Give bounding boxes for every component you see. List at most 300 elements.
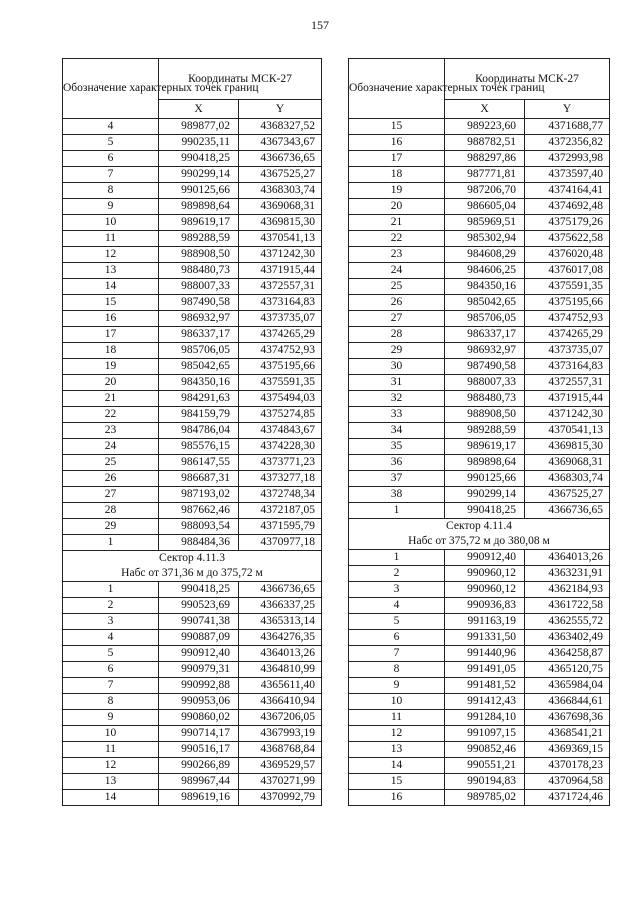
point-number: 21	[63, 391, 159, 407]
point-number: 24	[349, 263, 445, 279]
coord-x: 989619,17	[445, 439, 525, 455]
table-body	[63, 119, 322, 806]
coord-y: 4366844,61	[525, 694, 610, 710]
table-row	[349, 295, 610, 311]
coord-y: 4365120,75	[525, 662, 610, 678]
point-number: 7	[63, 678, 159, 694]
table-row	[349, 391, 610, 407]
coord-y: 4367525,27	[239, 167, 322, 183]
table-row	[349, 279, 610, 295]
header-coordinates: Координаты МСК-27	[159, 59, 322, 100]
point-number: 3	[349, 582, 445, 598]
table-row	[63, 758, 322, 774]
point-number: 1	[349, 550, 445, 566]
table-row	[349, 423, 610, 439]
coord-x: 985969,51	[445, 215, 525, 231]
coord-y: 4370178,23	[525, 758, 610, 774]
point-number: 15	[63, 295, 159, 311]
point-number: 2	[349, 566, 445, 582]
point-number: 28	[349, 327, 445, 343]
sector-header-row	[349, 519, 610, 550]
table-row	[349, 231, 610, 247]
table-row	[63, 678, 322, 694]
coord-y: 4375622,58	[525, 231, 610, 247]
table-row	[349, 630, 610, 646]
coord-x: 990992,88	[159, 678, 239, 694]
point-number: 32	[349, 391, 445, 407]
coord-y: 4373597,40	[525, 167, 610, 183]
point-number: 12	[63, 758, 159, 774]
point-number: 5	[63, 646, 159, 662]
table-row	[349, 119, 610, 135]
point-number: 34	[349, 423, 445, 439]
point-number: 8	[63, 183, 159, 199]
point-number: 13	[63, 263, 159, 279]
coord-x: 991097,15	[445, 726, 525, 742]
point-number: 29	[349, 343, 445, 359]
sector-title: Сектор 4.11.3	[159, 552, 225, 564]
point-number: 25	[349, 279, 445, 295]
table-row	[63, 183, 322, 199]
coord-y: 4368303,74	[525, 471, 610, 487]
point-number: 26	[63, 471, 159, 487]
point-number: 16	[349, 790, 445, 806]
table-row	[349, 455, 610, 471]
coord-y: 4375195,66	[525, 295, 610, 311]
coord-y: 4374843,67	[239, 423, 322, 439]
coord-y: 4364013,26	[525, 550, 610, 566]
coord-x: 988782,51	[445, 135, 525, 151]
table-row	[349, 247, 610, 263]
coord-x: 988007,33	[445, 375, 525, 391]
coord-y: 4371242,30	[525, 407, 610, 423]
table-row	[349, 710, 610, 726]
table-row	[63, 423, 322, 439]
point-number: 9	[349, 678, 445, 694]
sector-subtitle: Набс от 371,36 м до 375,72 м	[121, 567, 263, 579]
header-y: Y	[525, 100, 610, 119]
coord-y: 4371724,46	[525, 790, 610, 806]
point-number: 1	[63, 582, 159, 598]
point-number: 13	[349, 742, 445, 758]
table-row	[63, 119, 322, 135]
sector-header-row	[63, 551, 322, 582]
coord-x: 989898,64	[445, 455, 525, 471]
coord-y: 4369815,30	[239, 215, 322, 231]
table-row	[63, 231, 322, 247]
coord-y: 4366410,94	[239, 694, 322, 710]
coord-y: 4369529,57	[239, 758, 322, 774]
point-number: 1	[349, 503, 445, 519]
coord-y: 4375591,35	[239, 375, 322, 391]
table-row	[63, 726, 322, 742]
coord-x: 986687,31	[159, 471, 239, 487]
coord-x: 988093,54	[159, 519, 239, 535]
table-row	[63, 742, 322, 758]
coord-y: 4372993,98	[525, 151, 610, 167]
point-number: 18	[63, 343, 159, 359]
point-number: 5	[63, 135, 159, 151]
point-number: 10	[63, 726, 159, 742]
coord-y: 4372557,31	[239, 279, 322, 295]
coord-x: 990418,25	[159, 582, 239, 598]
coord-y: 4366337,25	[239, 598, 322, 614]
coord-y: 4371242,30	[239, 247, 322, 263]
table-row	[349, 199, 610, 215]
point-number: 14	[349, 758, 445, 774]
coord-x: 991440,96	[445, 646, 525, 662]
table-row	[63, 327, 322, 343]
coord-y: 4366736,65	[239, 582, 322, 598]
coord-y: 4368327,52	[239, 119, 322, 135]
point-number: 26	[349, 295, 445, 311]
table-row	[63, 151, 322, 167]
table-row	[63, 391, 322, 407]
coord-y: 4367343,67	[239, 135, 322, 151]
point-number: 16	[349, 135, 445, 151]
coord-y: 4366736,65	[525, 503, 610, 519]
coord-x: 989785,02	[445, 790, 525, 806]
coord-y: 4369369,15	[525, 742, 610, 758]
header-designation: Обозначение характерных точек границ	[63, 59, 159, 119]
coord-x: 989967,44	[159, 774, 239, 790]
point-number: 6	[63, 662, 159, 678]
coord-y: 4373277,18	[239, 471, 322, 487]
coord-y: 4372187,05	[239, 503, 322, 519]
coord-y: 4372748,34	[239, 487, 322, 503]
coord-x: 986932,97	[159, 311, 239, 327]
coord-x: 990953,06	[159, 694, 239, 710]
coord-y: 4374228,30	[239, 439, 322, 455]
coord-x: 990912,40	[159, 646, 239, 662]
coord-x: 986337,17	[159, 327, 239, 343]
coord-y: 4372557,31	[525, 375, 610, 391]
table-row	[63, 279, 322, 295]
table-row	[63, 375, 322, 391]
table-row	[349, 167, 610, 183]
coord-x: 988480,73	[159, 263, 239, 279]
coord-y: 4373771,23	[239, 455, 322, 471]
coord-x: 986932,97	[445, 343, 525, 359]
coord-x: 990979,31	[159, 662, 239, 678]
header-coordinates: Координаты МСК-27	[445, 59, 610, 100]
coord-x: 989619,17	[159, 215, 239, 231]
coord-x: 991491,05	[445, 662, 525, 678]
coord-x: 990960,12	[445, 582, 525, 598]
point-number: 22	[349, 231, 445, 247]
coord-x: 986605,04	[445, 199, 525, 215]
sector-subtitle: Набс от 375,72 м до 380,08 м	[408, 535, 550, 547]
table-row	[63, 630, 322, 646]
coord-x: 991481,52	[445, 678, 525, 694]
coord-y: 4362184,93	[525, 582, 610, 598]
coord-y: 4369068,31	[525, 455, 610, 471]
table-row	[349, 790, 610, 806]
coord-x: 988007,33	[159, 279, 239, 295]
coord-y: 4361722,58	[525, 598, 610, 614]
point-number: 6	[349, 630, 445, 646]
table-row	[349, 566, 610, 582]
point-number: 18	[349, 167, 445, 183]
table-row	[63, 710, 322, 726]
coord-y: 4376017,08	[525, 263, 610, 279]
point-number: 13	[63, 774, 159, 790]
table-row	[349, 471, 610, 487]
point-number: 2	[63, 598, 159, 614]
coord-x: 984291,63	[159, 391, 239, 407]
coord-x: 990516,17	[159, 742, 239, 758]
coord-x: 986337,17	[445, 327, 525, 343]
table-row	[63, 790, 322, 806]
point-number: 4	[63, 630, 159, 646]
table-row	[349, 646, 610, 662]
coord-y: 4363231,91	[525, 566, 610, 582]
coord-y: 4365984,04	[525, 678, 610, 694]
coord-x: 984608,29	[445, 247, 525, 263]
point-number: 31	[349, 375, 445, 391]
point-number: 29	[63, 519, 159, 535]
coord-x: 989288,59	[159, 231, 239, 247]
point-number: 1	[63, 535, 159, 551]
point-number: 4	[349, 598, 445, 614]
coord-x: 987206,70	[445, 183, 525, 199]
point-number: 38	[349, 487, 445, 503]
coord-y: 4368303,74	[239, 183, 322, 199]
coord-x: 990418,25	[159, 151, 239, 167]
point-number: 21	[349, 215, 445, 231]
table-row	[349, 742, 610, 758]
point-number: 5	[349, 614, 445, 630]
coord-y: 4370977,18	[239, 535, 322, 551]
sector-header	[349, 519, 610, 550]
coord-y: 4374692,48	[525, 199, 610, 215]
coord-y: 4370541,13	[525, 423, 610, 439]
table-row	[349, 327, 610, 343]
coord-x: 987490,58	[445, 359, 525, 375]
table-row	[349, 151, 610, 167]
point-number: 12	[349, 726, 445, 742]
coord-y: 4369815,30	[525, 439, 610, 455]
coord-y: 4372356,82	[525, 135, 610, 151]
coord-x: 990936,83	[445, 598, 525, 614]
coord-y: 4374265,29	[239, 327, 322, 343]
header-x: X	[159, 100, 239, 119]
coord-y: 4374265,29	[525, 327, 610, 343]
coord-y: 4374752,93	[239, 343, 322, 359]
point-number: 19	[63, 359, 159, 375]
coord-y: 4371688,77	[525, 119, 610, 135]
table-row	[63, 407, 322, 423]
table-row	[63, 694, 322, 710]
coord-x: 989223,60	[445, 119, 525, 135]
table-row	[63, 487, 322, 503]
table-row	[63, 662, 322, 678]
table-row	[349, 726, 610, 742]
coord-x: 987771,81	[445, 167, 525, 183]
coord-x: 984350,16	[159, 375, 239, 391]
coord-y: 4375494,03	[239, 391, 322, 407]
coord-x: 990912,40	[445, 550, 525, 566]
table-row	[63, 295, 322, 311]
table-row	[63, 598, 322, 614]
point-number: 37	[349, 471, 445, 487]
coord-x: 990523,69	[159, 598, 239, 614]
point-number: 11	[349, 710, 445, 726]
coord-x: 985706,05	[445, 311, 525, 327]
point-number: 30	[349, 359, 445, 375]
coord-y: 4375591,35	[525, 279, 610, 295]
coord-x: 991331,50	[445, 630, 525, 646]
coord-y: 4370271,99	[239, 774, 322, 790]
coord-x: 988908,50	[445, 407, 525, 423]
table-row	[63, 135, 322, 151]
point-number: 7	[349, 646, 445, 662]
coord-x: 988908,50	[159, 247, 239, 263]
point-number: 16	[63, 311, 159, 327]
coord-x: 989898,64	[159, 199, 239, 215]
point-number: 9	[63, 199, 159, 215]
coord-x: 984350,16	[445, 279, 525, 295]
coord-x: 990299,14	[159, 167, 239, 183]
coord-x: 985706,05	[159, 343, 239, 359]
point-number: 8	[349, 662, 445, 678]
coord-x: 987662,46	[159, 503, 239, 519]
point-number: 35	[349, 439, 445, 455]
point-number: 10	[349, 694, 445, 710]
coord-y: 4367206,05	[239, 710, 322, 726]
table-row	[63, 343, 322, 359]
coord-y: 4368541,21	[525, 726, 610, 742]
table-row	[63, 503, 322, 519]
table-row	[349, 487, 610, 503]
table-row	[63, 646, 322, 662]
point-number: 17	[349, 151, 445, 167]
coord-x: 990125,66	[159, 183, 239, 199]
table-row	[349, 614, 610, 630]
table-row	[63, 359, 322, 375]
coord-y: 4370541,13	[239, 231, 322, 247]
table-row	[349, 135, 610, 151]
point-number: 4	[63, 119, 159, 135]
table-row	[63, 535, 322, 551]
coord-y: 4375274,85	[239, 407, 322, 423]
coord-x: 984606,25	[445, 263, 525, 279]
coord-x: 984786,04	[159, 423, 239, 439]
coord-x: 989877,02	[159, 119, 239, 135]
coord-y: 4367993,19	[239, 726, 322, 742]
coord-y: 4365313,14	[239, 614, 322, 630]
coord-y: 4364276,35	[239, 630, 322, 646]
table-row	[349, 598, 610, 614]
coord-x: 987193,02	[159, 487, 239, 503]
point-number: 11	[63, 231, 159, 247]
table-row	[63, 199, 322, 215]
point-number: 20	[63, 375, 159, 391]
coord-x: 985042,65	[445, 295, 525, 311]
table-row	[63, 774, 322, 790]
table-row	[349, 662, 610, 678]
coord-y: 4369068,31	[239, 199, 322, 215]
coord-y: 4364013,26	[239, 646, 322, 662]
page-number: 157	[311, 18, 329, 32]
coord-y: 4374164,41	[525, 183, 610, 199]
coord-y: 4370964,58	[525, 774, 610, 790]
coord-x: 991284,10	[445, 710, 525, 726]
table-row	[349, 678, 610, 694]
coord-y: 4364258,87	[525, 646, 610, 662]
coord-y: 4363402,49	[525, 630, 610, 646]
coord-x: 988297,86	[445, 151, 525, 167]
table-row	[349, 407, 610, 423]
coord-y: 4362555,72	[525, 614, 610, 630]
coord-x: 989619,16	[159, 790, 239, 806]
header-y: Y	[239, 100, 322, 119]
coord-y: 4376020,48	[525, 247, 610, 263]
coord-x: 990194,83	[445, 774, 525, 790]
coord-y: 4365611,40	[239, 678, 322, 694]
coord-y: 4364810,99	[239, 662, 322, 678]
table-row	[63, 311, 322, 327]
table-row	[349, 215, 610, 231]
coord-y: 4373164,83	[239, 295, 322, 311]
coord-x: 990299,14	[445, 487, 525, 503]
coord-x: 988480,73	[445, 391, 525, 407]
point-number: 27	[63, 487, 159, 503]
point-number: 20	[349, 199, 445, 215]
table-row	[63, 455, 322, 471]
coord-y: 4371915,44	[525, 391, 610, 407]
table-row	[63, 471, 322, 487]
coord-x: 990418,25	[445, 503, 525, 519]
coord-x: 990235,11	[159, 135, 239, 151]
coord-x: 986147,55	[159, 455, 239, 471]
coord-x: 989288,59	[445, 423, 525, 439]
table-row	[349, 263, 610, 279]
point-number: 23	[63, 423, 159, 439]
coord-x: 987490,58	[159, 295, 239, 311]
coord-x: 988484,36	[159, 535, 239, 551]
coord-y: 4371915,44	[239, 263, 322, 279]
table-row	[349, 183, 610, 199]
table-row	[63, 247, 322, 263]
coord-x: 984159,79	[159, 407, 239, 423]
table-row	[63, 582, 322, 598]
table-row	[349, 694, 610, 710]
coord-y: 4367698,36	[525, 710, 610, 726]
coord-y: 4375179,26	[525, 215, 610, 231]
table-row	[349, 774, 610, 790]
coord-x: 990741,38	[159, 614, 239, 630]
table-row	[349, 582, 610, 598]
coord-y: 4373164,83	[525, 359, 610, 375]
sector-title: Сектор 4.11.4	[446, 520, 512, 532]
coord-x: 990266,89	[159, 758, 239, 774]
point-number: 19	[349, 183, 445, 199]
point-number: 17	[63, 327, 159, 343]
point-number: 14	[63, 279, 159, 295]
coord-y: 4368768,84	[239, 742, 322, 758]
point-number: 33	[349, 407, 445, 423]
table-row	[349, 550, 610, 566]
table-row	[349, 311, 610, 327]
point-number: 24	[63, 439, 159, 455]
table-row	[63, 519, 322, 535]
coord-y: 4367525,27	[525, 487, 610, 503]
coord-x: 985576,15	[159, 439, 239, 455]
coord-x: 990852,46	[445, 742, 525, 758]
coord-y: 4375195,66	[239, 359, 322, 375]
coord-x: 991163,19	[445, 614, 525, 630]
